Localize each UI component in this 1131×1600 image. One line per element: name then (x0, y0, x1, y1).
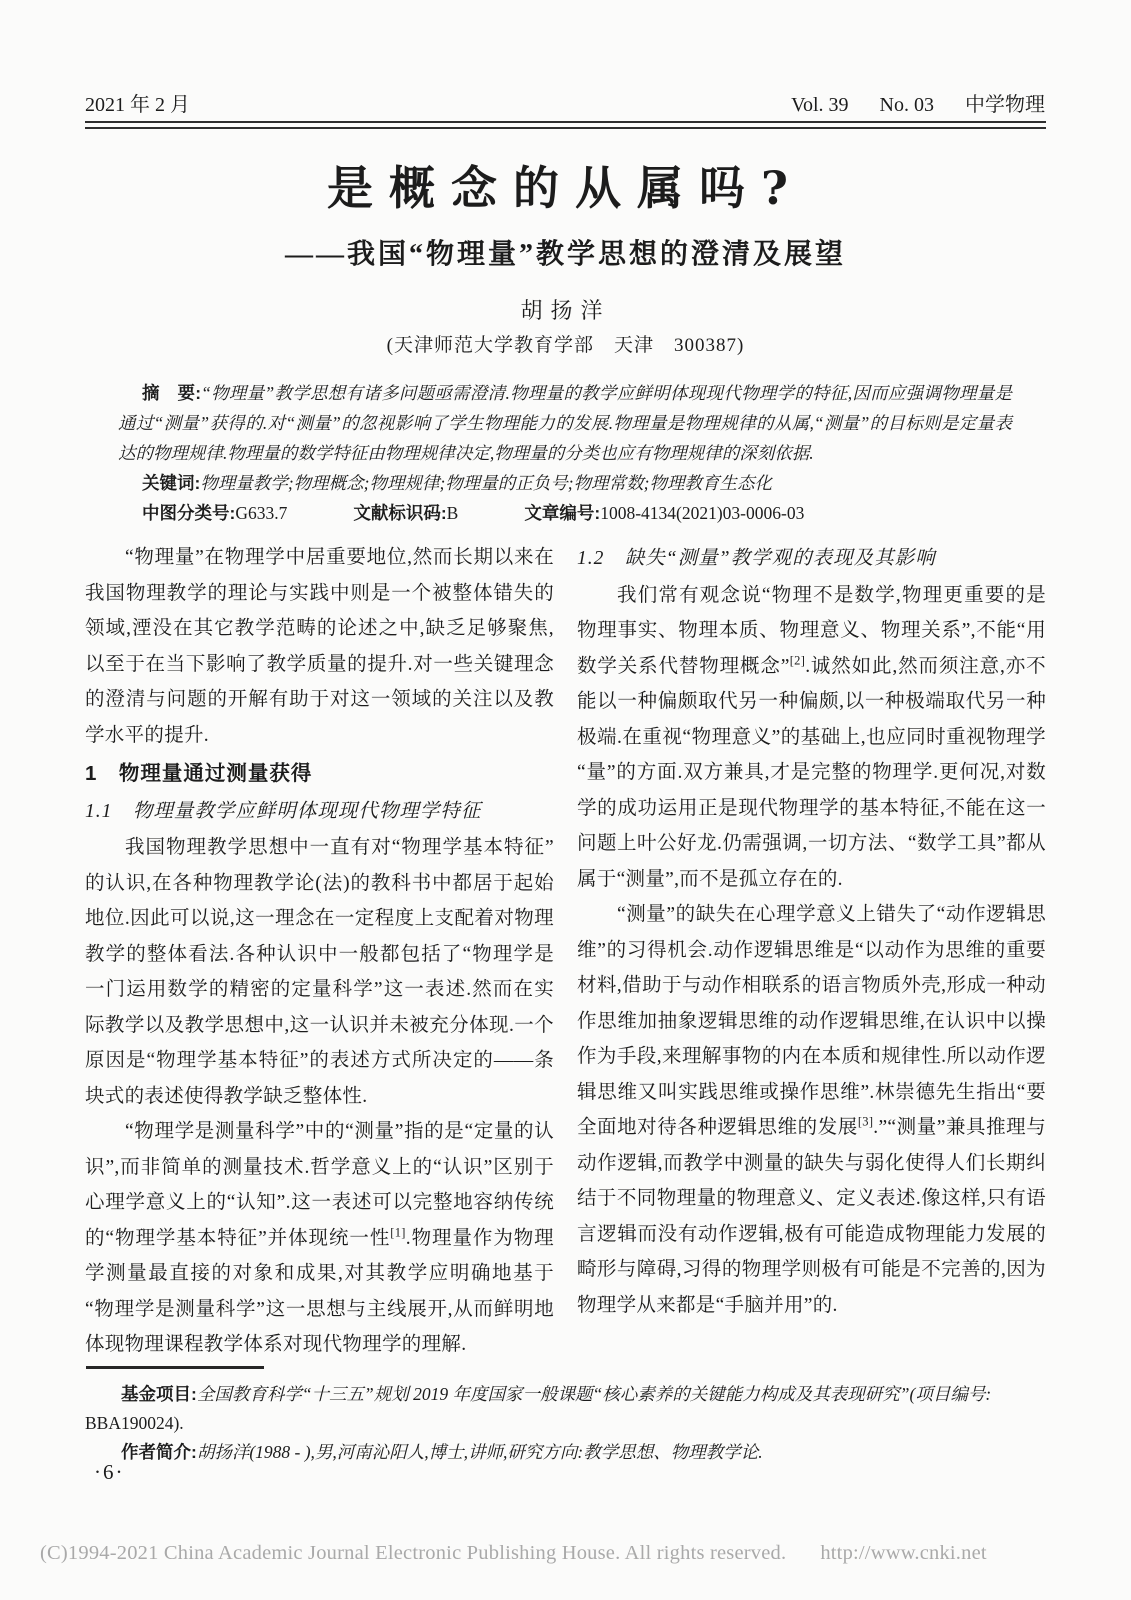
fund-label: 基金项目: (121, 1384, 197, 1404)
header-rule (85, 121, 1046, 129)
author-bio-note (85, 1438, 1033, 1467)
body-columns (85, 540, 1046, 1392)
paragraph-1-1-b-text: “物理学是测量科学”中的“测量”指的是“定量的认识”,而非简单的测量技术.哲学意义上的“认识”区别于心理学意义上的“认知”.这一表述可以完整地容纳传统的“物理学基本特征”并体现统一性 (85, 1121, 554, 1249)
footnote-rule (86, 1366, 264, 1369)
paragraph-1-2-b-cont: .”“测量”兼具推理与动作逻辑,而教学中测量的缺失与弱化使得人们长期纠结于不同物理量的物理意义、定义表述.像这样,只有语言逻辑而没有动作逻辑,极有可能造成物理能力发展的畸形与障碍,习得的物理学则极有可能是不完善的,因为物理学从来都是“手脑并用”的. (577, 1117, 1046, 1316)
bio-label: 作者简介: (121, 1442, 197, 1462)
article-meta (118, 378, 1012, 528)
subsection-1-2-heading: 1.2 缺失“测量”教学观的表现及其影响 (577, 548, 936, 569)
article-subtitle: ——我国“物理量”教学思想的澄清及展望 (284, 239, 846, 270)
paragraph-1-2-a-cont: .诚然如此,然而须注意,亦不能以一种偏颇取代另一种偏颇,以一种极端取代另一种极端.在重视“物理意义”的基础上,也应同时重视物理学“量”的方面.双方兼具,才是完整的物理学.更何况,对数学的成功运用正是现代物理学的基本特征,不能在这一问题上叶公好龙.仍需强调,一切方法、“数学工具”都从属于“测量”,而不是孤立存在的. (577, 655, 1046, 890)
paragraph-1-2-b-text: “测量”的缺失在心理学意义上错失了“动作逻辑思维”的习得机会.动作逻辑思维是“以动作为思维的重要材料,借助于与动作相联系的语言物质外壳,形成一种动作思维加抽象逻辑思维的动作逻辑思维,在认识中以操作为手段,来理解事物的内在本质和规律性.所以动作逻辑思维又叫实践思维或操作思维”.林崇德先生指出“要全面地对待各种逻辑思维的发展 (577, 904, 1046, 1138)
clc-group (142, 503, 287, 523)
issue-number: No. 03 (879, 94, 934, 116)
copyright-text: (C)1994-2021 China Academic Journal Electronic Publishing House. All rights reserved. (40, 1542, 787, 1564)
section-1-heading: 1 物理量通过测量获得 (85, 762, 313, 785)
volume-info (765, 88, 1045, 117)
keywords-label: 关键词: (142, 473, 201, 493)
fund-text: 全国教育科学“十三五”规划 2019 年度国家一般课题“核心素养的关键能力构成及其表现研究”(项目编号: (196, 1384, 992, 1404)
fund-note-continued (85, 1409, 1033, 1438)
paragraph-1-2-a-text: 我们常有观念说“物理不是数学,物理更重要的是物理事实、物理本质、物理意义、物理关系”,不能“用数学关系代替物理概念” (577, 584, 1046, 677)
doc-code-label: 文献标识码: (353, 503, 447, 523)
ref-marker-2: [2] (789, 653, 806, 667)
article-id-label: 文章编号: (524, 503, 601, 523)
subsection-1-1-heading: 1.1 物理量教学应鲜明体现现代物理学特征 (85, 800, 482, 822)
running-head (85, 88, 1045, 117)
identifiers-line (118, 498, 1012, 528)
author-name: 胡扬洋 (520, 298, 611, 323)
abstract-text: “物理量”教学思想有诸多问题亟需澄清.物理量的教学应鲜明体现现代物理学的特征,因而应强调物理量是通过“测量”获得的.对“测量”的忽视影响了学生物理能力的发展.物理量是物理规律的从属,“测量”的目标则是定量表达的物理规律.物理量的数学特征由物理规律决定,物理量的分类也应有物理规律的深刻依据. (118, 383, 1012, 463)
abstract (118, 378, 1012, 468)
keywords (118, 468, 1012, 498)
paragraph-1-1-a: 我国物理教学思想中一直有对“物理学基本特征”的认识,在各种物理教学论(法)的教科书中都居于起始地位.因此可以说,这一理念在一定程度上支配着对物理教学的整体看法.各种认识中一般都包括了“物理学是一门运用数学的精密的定量科学”这一表述.然而在实际教学以及教学思想中,这一认识并未被充分体现.一个原因是“物理学基本特征”的表述方式所决定的——条块式的表述使得教学缺乏整体性. (85, 837, 554, 1107)
footnotes (85, 1380, 1033, 1467)
page-number: ·6· (94, 1460, 125, 1484)
clc-label: 中图分类号: (142, 503, 236, 523)
bio-text: 胡扬洋(1988 - ),男,河南沁阳人,博士,讲师,研究方向:教学思想、物理教学论. (196, 1442, 763, 1462)
paragraph-1-1-b (85, 1114, 554, 1363)
right-column (577, 540, 1046, 1392)
paragraph-intro: “物理量”在物理学中居重要地位,然而长期以来在我国物理教学的理论与实践中则是一个被整体错失的领域,湮没在其它教学范畴的论述之中,缺乏足够聚焦,以至于在当下影响了教学质量的提升.对一些关键理念的澄清与问题的开解有助于对这一领域的关注以及教学水平的提升. (85, 547, 554, 746)
abstract-label: 摘 要: (142, 383, 202, 403)
author-affiliation: (天津师范大学教育学部 天津 300387) (386, 335, 745, 356)
copyright-line (40, 1542, 1100, 1565)
journal-name: 中学物理 (965, 94, 1045, 116)
volume-number: Vol. 39 (791, 94, 849, 116)
paragraph-1-2-a (577, 578, 1046, 898)
keywords-text: 物理量教学;物理概念;物理规律;物理量的正负号;物理常数;物理教育生态化 (200, 473, 772, 493)
ref-marker-3: [3] (857, 1114, 874, 1129)
doc-code-group (353, 503, 458, 523)
paragraph-1-1-b-cont: .物理量作为物理学测量最直接的对象和成果,对其教学应明确地基于“物理学是测量科学”这一思想与主线展开,从而鲜明地体现物理课程教学体系对现代物理学的理解. (85, 1227, 554, 1355)
fund-project-id: BBA190024). (85, 1413, 184, 1433)
article-id-group (524, 503, 804, 523)
article-id-value: 1008-4134(2021)03-0006-03 (600, 503, 805, 523)
clc-value: G633.7 (235, 503, 288, 523)
ref-marker-1: [1] (390, 1225, 406, 1239)
left-column (85, 540, 554, 1392)
cnki-url: http://www.cnki.net (820, 1542, 987, 1564)
issue-date: 2021 年 2 月 (85, 94, 190, 116)
doc-code-value: B (446, 503, 459, 523)
article-title: 是概念的从属吗? (327, 161, 804, 215)
paragraph-1-2-b (577, 897, 1046, 1323)
fund-note (85, 1380, 1033, 1409)
